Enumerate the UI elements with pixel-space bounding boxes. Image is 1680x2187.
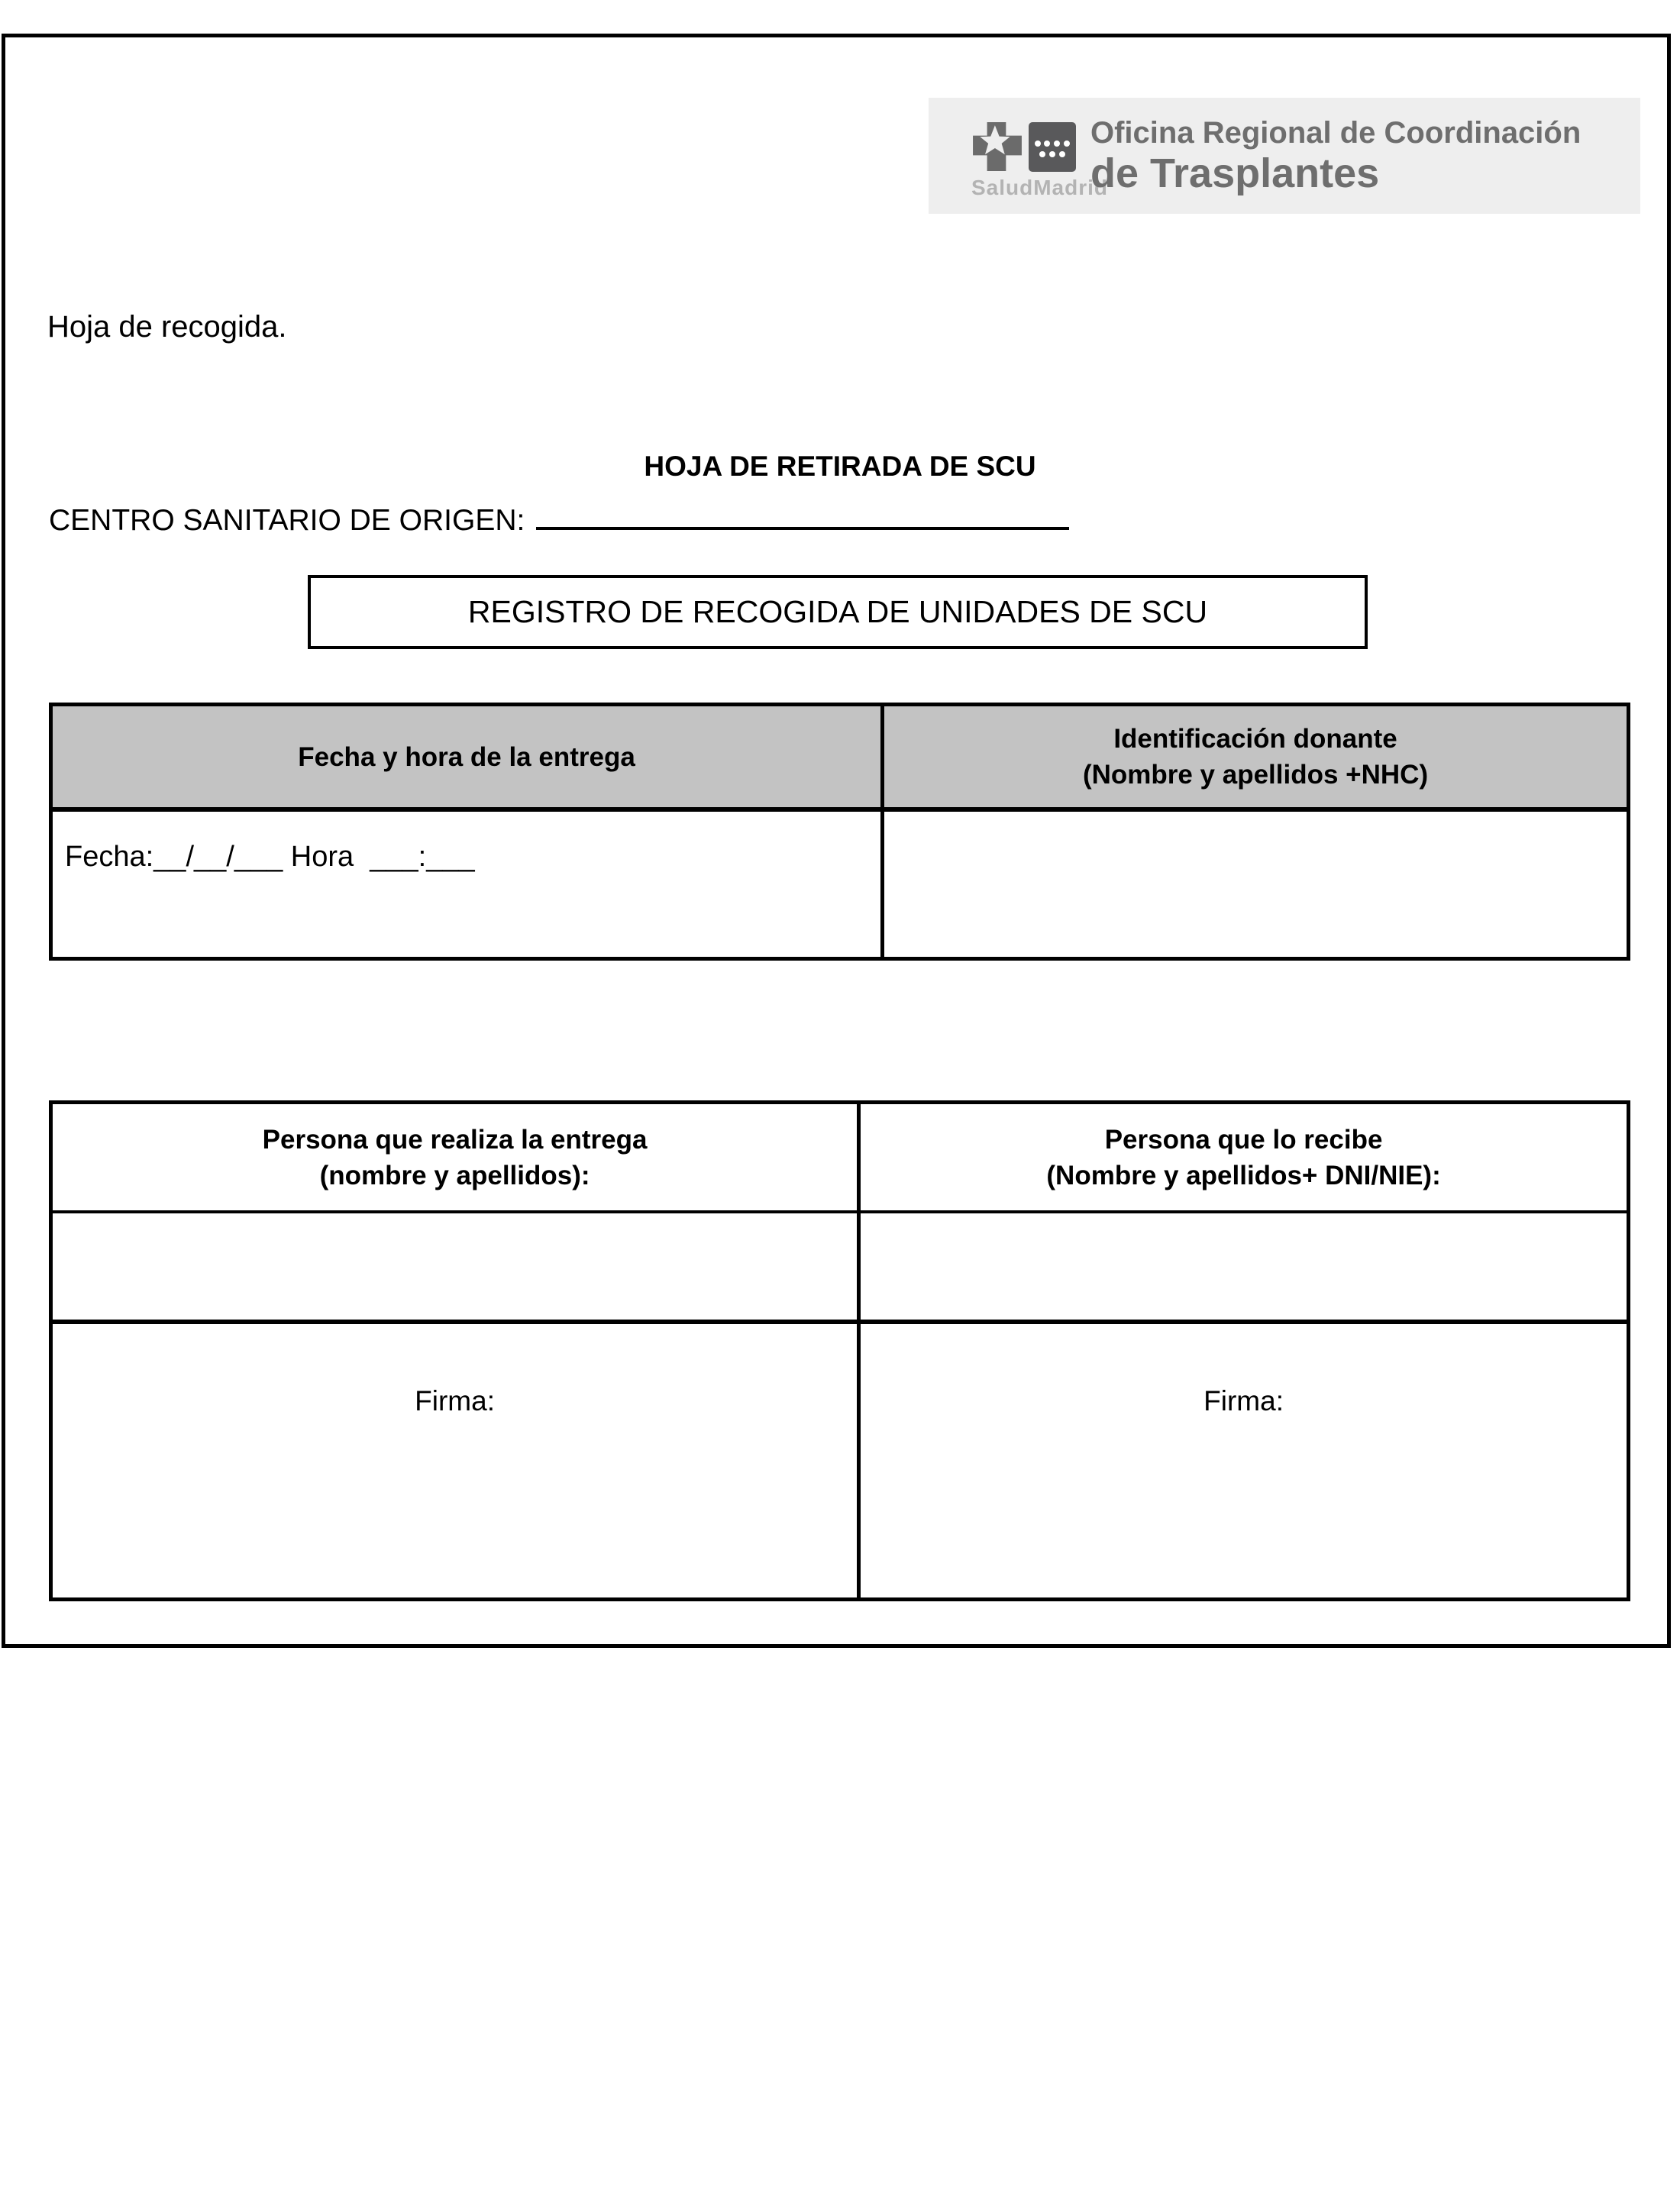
delivery-table-header-row bbox=[53, 706, 1627, 812]
persons-table bbox=[49, 1100, 1630, 1601]
donor-id-label-line1: Identificación donante bbox=[1113, 724, 1397, 754]
origin-line bbox=[49, 496, 1069, 538]
page-title: HOJA DE RETIRADA DE SCU bbox=[644, 451, 1036, 482]
persons-table-header-row bbox=[53, 1104, 1627, 1213]
receiver-signature-cell: Firma: bbox=[857, 1324, 1627, 1597]
saludmadrid-cross-icon bbox=[971, 121, 1023, 176]
receiver-header-cell bbox=[857, 1104, 1627, 1210]
saludmadrid-wordmark: SaludMadrid bbox=[971, 176, 1109, 199]
donor-id-fill-cell bbox=[880, 812, 1627, 957]
registry-title: REGISTRO DE RECOGIDA DE UNIDADES DE SCU bbox=[467, 594, 1208, 629]
org-name bbox=[1090, 118, 1581, 194]
donor-id-label-line2: (Nombre y apellidos +NHC) bbox=[1082, 760, 1429, 790]
delivery-table bbox=[49, 703, 1630, 961]
delivery-table-data-row bbox=[53, 812, 1627, 957]
receiver-label-line1: Persona que lo recibe bbox=[1104, 1124, 1383, 1155]
deliverer-label-line2: (nombre y apellidos): bbox=[319, 1160, 590, 1190]
saludmadrid-logo-mark bbox=[971, 121, 1086, 174]
org-name-line1: Oficina Regional de Coordinación bbox=[1090, 116, 1581, 150]
deliverer-header-cell bbox=[53, 1104, 857, 1210]
collection-note: Hoja de recogida. bbox=[47, 310, 287, 344]
origin-blank-line bbox=[536, 496, 1069, 530]
deliverer-label-line1: Persona que realiza la entrega bbox=[262, 1124, 648, 1155]
registry-title-box bbox=[308, 575, 1368, 649]
persons-names-row bbox=[53, 1213, 1627, 1324]
date-time-fill-cell: Fecha:__/__/___ Hora ___:___ bbox=[65, 841, 475, 873]
receiver-name-fill-cell bbox=[857, 1213, 1627, 1320]
org-name-line2: de Trasplantes bbox=[1090, 150, 1380, 196]
receiver-label-line2: (Nombre y apellidos+ DNI/NIE): bbox=[1046, 1160, 1441, 1190]
delivery-header-date-time-label: Fecha y hora de la entrega bbox=[298, 741, 635, 772]
deliverer-name-fill-cell bbox=[53, 1213, 857, 1320]
org-logo bbox=[929, 98, 1640, 214]
madrid-flag-icon bbox=[1028, 122, 1077, 176]
delivery-header-date-time bbox=[53, 706, 880, 807]
deliverer-signature-cell: Firma: bbox=[415, 1385, 495, 1417]
signatures-row bbox=[53, 1324, 1627, 1597]
origin-label: CENTRO SANITARIO DE ORIGEN: bbox=[49, 504, 525, 537]
delivery-header-donor-id bbox=[880, 706, 1627, 807]
